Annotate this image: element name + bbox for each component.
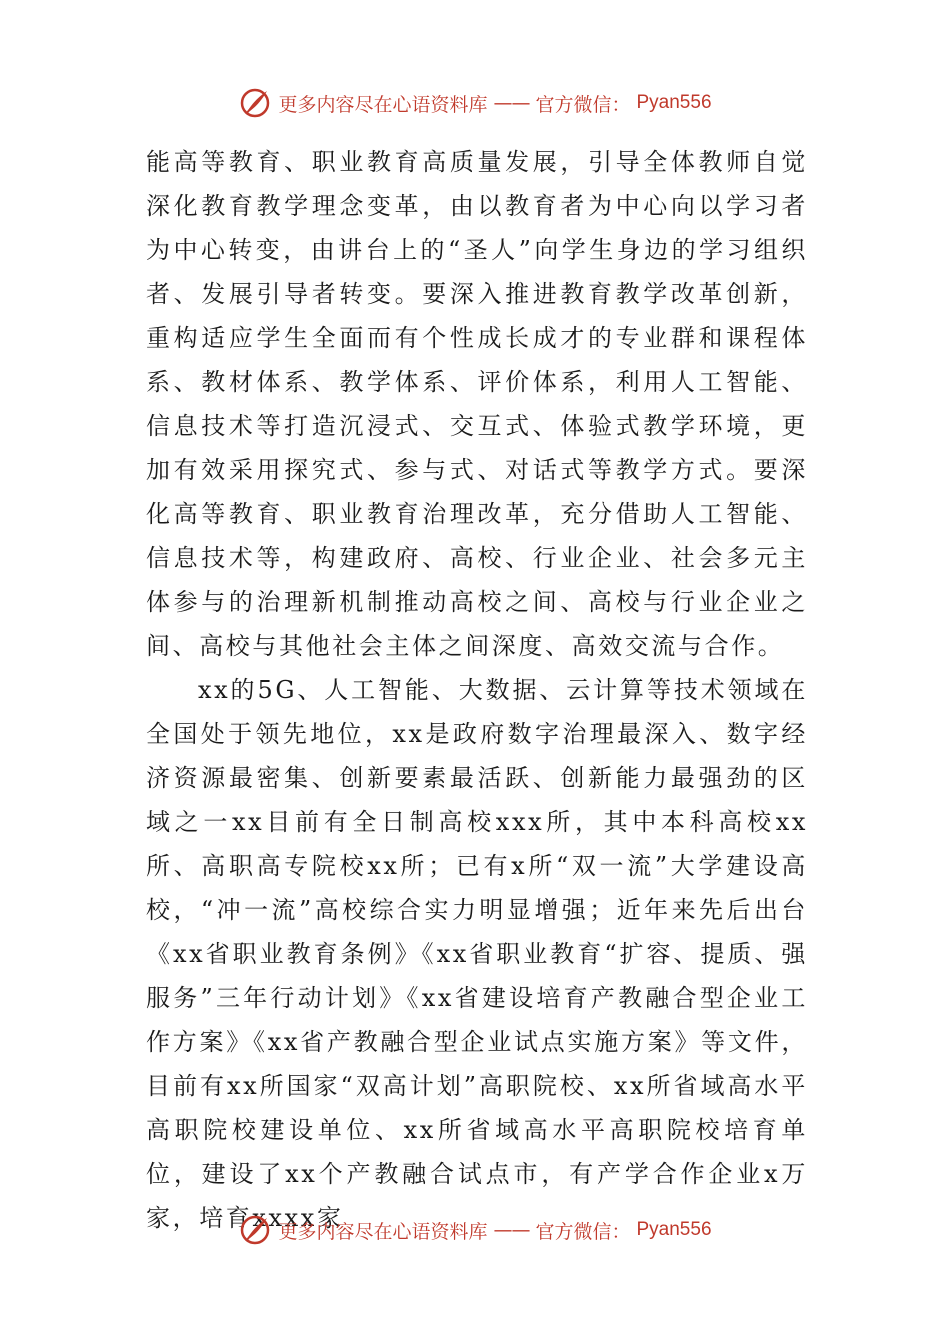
watermark-label: 官方微信： <box>535 1220 631 1243</box>
watermark-label: 官方微信： <box>535 93 631 116</box>
paragraph-1: 能高等教育、职业教育高质量发展，引导全体教师自觉深化教育教学理念变革，由以教育者为中心向以学习者为中心转变，由讲台上的“圣人”向学生身边的学习组织者、发展引导者转变。要深入推进教育教学改革创新，重构适应学生全面而有个性成长成才的专业群和课程体系、教材体系、教学体系、评价体系，利用人工智能、信息技术等打造沉浸式、交互式、体验式教学环境，更加有效采用探究式、参与式、对话式等教学方式。要深化高等教育、职业教育治理改革，充分借助人工智能、信息技术等，构建政府、高校、行业企业、社会多元主体参与的治理新机制推动高校之间、高校与行业企业之间、高校与其他社会主体之间深度、高效交流与合作。 <box>146 148 808 660</box>
watermark-separator: —— <box>493 92 530 114</box>
paragraph-2: xx的5G、人工智能、大数据、云计算等技术领域在全国处于领先地位，xx是政府数字治理最深入、数字经济资源最密集、创新要素最活跃、创新能力最强劲的区域之一xx目前有全日制高校xxx所，其中本科高校xx所、高职高专院校xx所；已有x所“双一流”大学建设高校，“冲一流”高校综合实力明显增强；近年来先后出台《xx省职业教育条例》《xx省职业教育“扩容、提质、强服务”三年行动计划》《xx省建设培育产教融合型企业工作方案》《xx省产教融合型企业试点实施方案》等文件，目前有xx所国家“双高计划”高职院校、xx所省域高水平高职院校建设单位、xx所省域高水平高职院校培育单位，建设了xx个产教融合试点市，有产学合作企业x万家，培育xxxx家 <box>146 676 808 1232</box>
watermark-handle: Pyan556 <box>636 92 712 113</box>
watermark-separator: —— <box>493 1219 530 1241</box>
quill-logo-icon <box>238 1213 272 1247</box>
watermark-brand: 更多内容尽在心语资料库 <box>278 1220 488 1243</box>
document-body <box>146 140 808 1240</box>
quill-logo-icon <box>238 86 272 120</box>
watermark-handle: Pyan556 <box>636 1219 712 1240</box>
watermark-brand: 更多内容尽在心语资料库 <box>278 93 488 116</box>
header-watermark <box>0 86 950 120</box>
footer-watermark <box>0 1213 950 1247</box>
